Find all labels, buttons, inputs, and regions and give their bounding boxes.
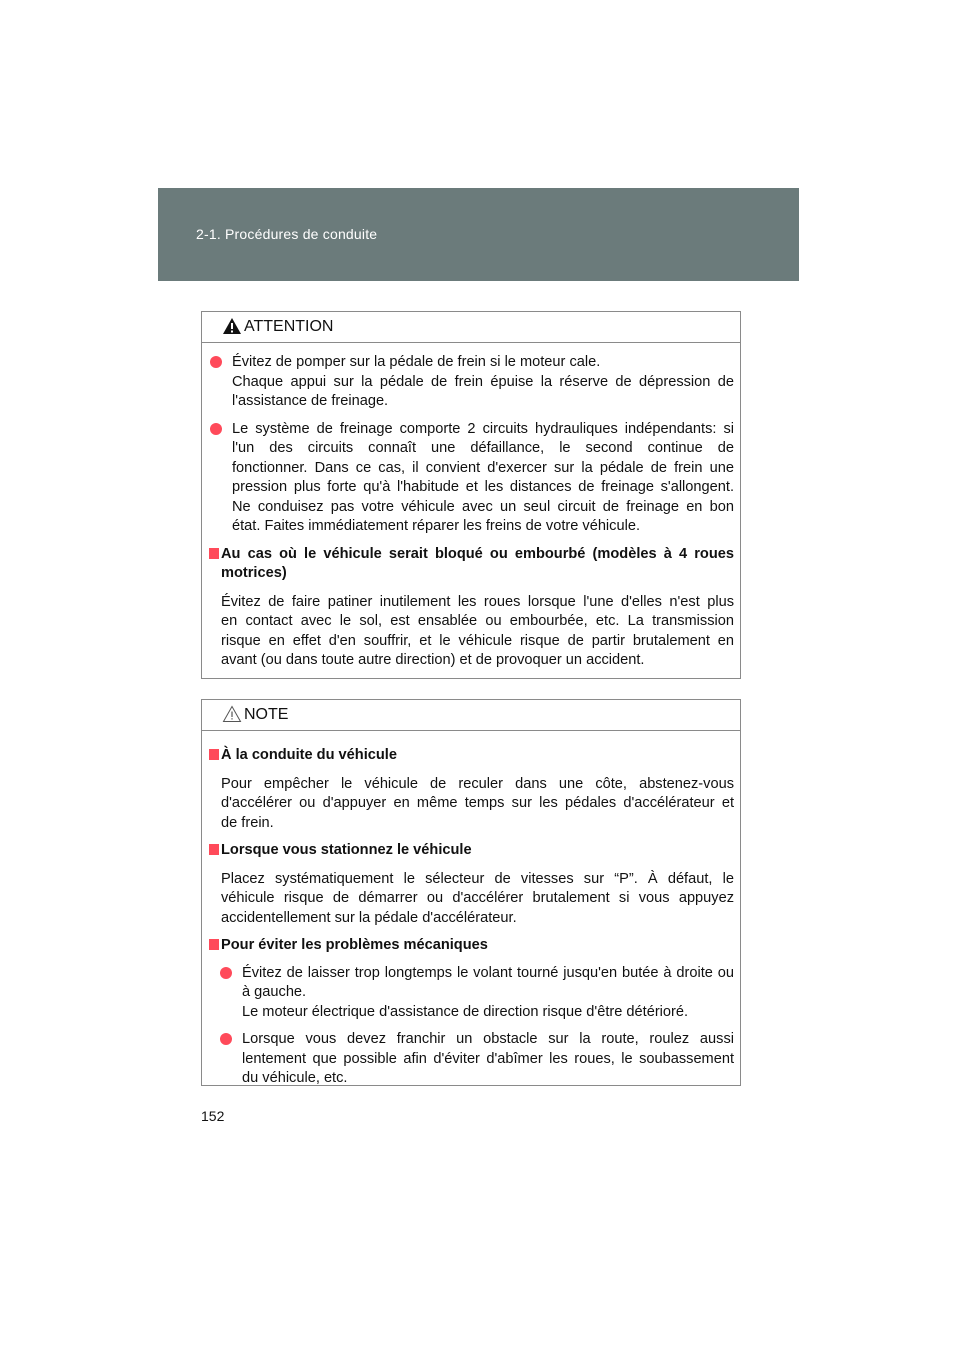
bullet-square-icon [209, 548, 219, 559]
bullet-dot-icon [220, 1033, 232, 1045]
attention-section-heading: Au cas où le véhicule serait bloqué ou embourbé (modèles à 4 roues motrices) [210, 545, 734, 584]
bullet-dot-icon [210, 356, 222, 368]
attention-bullet-1: Évitez de pomper sur la pédale de frein si le moteur cale. Chaque appui sur la pédale de frein épuise la réserve de dépression de l'assistance de freinage. [210, 353, 734, 412]
warning-filled-icon [222, 317, 242, 335]
note-section-heading-2: Lorsque vous stationnez le véhicule [210, 841, 734, 861]
section-title: 2-1. Procédures de conduite [196, 226, 378, 242]
note-section-heading-1: À la conduite du véhicule [210, 746, 734, 766]
bullet-square-icon [209, 749, 219, 760]
attention-header [202, 312, 740, 343]
note-section-text-1: Pour empêcher le véhicule de reculer dans une côte, abstenez-vous d'accélérer ou d'appuyer en même temps sur les pédales d'accélérateur et de frein. [221, 775, 734, 831]
section-header-band [158, 188, 799, 281]
attention-box [201, 311, 741, 679]
note-header [202, 700, 740, 731]
attention-title: ATTENTION [244, 318, 334, 335]
note-section-text-2: Placez systématiquement le sélecteur de vitesses sur “P”. À défaut, le véhicule risque de démarrer ou d'accélérer brutalement si vous appuyez accidentellement sur la pédale d'accélérateur. [221, 870, 734, 926]
bullet-square-icon [209, 844, 219, 855]
note-section-heading-3: Pour éviter les problèmes mécaniques [210, 936, 734, 956]
attention-section-text: Évitez de faire patiner inutilement les roues lorsque l'une d'elles n'est plus en contact avec le sol, est ensablée ou embourbée, etc. La transmission risque en effet d'en souffrir, et le véhicule risque de partir brutalement en avant (ou dans toute autre direction) et de provoquer un accident. [221, 593, 734, 668]
attention-bullet-2: Le système de freinage comporte 2 circuits hydrauliques indépendants: si l'un des circuits connaît une défaillance, le second continue de fonctionner. Dans ce cas, il convient d'exercer sur la pédale de frein une pression plus forte qu'à l'habitude et les distances de freinage s'allongent. Ne conduisez pas votre véhicule avec un seul circuit de freinage en bon état. Faites immédiatement réparer les freins de votre véhicule. [210, 420, 734, 537]
bullet-square-icon [209, 939, 219, 950]
bullet-dot-icon [220, 967, 232, 979]
page-number: 152 [201, 1108, 225, 1124]
note-box [201, 699, 741, 1086]
note-title: NOTE [244, 706, 289, 723]
warning-outline-icon [222, 705, 242, 723]
note-bullet-2: Lorsque vous devez franchir un obstacle sur la route, roulez aussi lentement que possible afin d'éviter d'abîmer les roues, le soubassement du véhicule, etc. [210, 1030, 734, 1089]
note-bullet-1: Évitez de laisser trop longtemps le volant tourné jusqu'en butée à droite ou à gauche. Le moteur électrique d'assistance de direction risque d'être détérioré. [210, 964, 734, 1023]
bullet-dot-icon [210, 423, 222, 435]
